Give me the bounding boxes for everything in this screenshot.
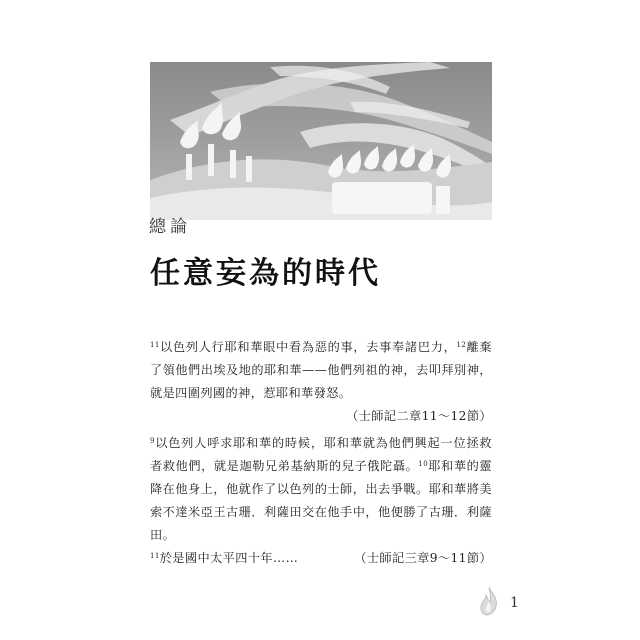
verse-number: 11 — [150, 552, 160, 560]
scripture-reference: （士師記三章9～11節） — [354, 551, 492, 565]
verse-number: 10 — [418, 460, 429, 468]
chapter-illustration — [150, 62, 492, 220]
passage-text: 於是國中太平四十年…… — [159, 551, 299, 565]
passage-text: 以色列人呼求耶和華的時候，耶和華就為他們興起一位拯救者救他們，就是迦勒兄弟基納斯的兒子俄陀聶。 — [150, 436, 492, 473]
scripture-passage-1 — [150, 336, 492, 428]
page-number: 1 — [510, 595, 519, 611]
passage-text: 離棄了領他們出埃及地的耶和華——他們列祖的神，去叩拜別神，就是四圍列國的神，惹耶和華發怒。 — [150, 340, 492, 400]
verse-number: 11 — [150, 341, 160, 349]
passage-text: 以色列人行耶和華眼中看為惡的事，去事奉諸巴力， — [159, 340, 457, 354]
scripture-passage-2 — [150, 432, 492, 570]
passage-text: 耶和華的靈降在他身上，他就作了以色列的士師，出去爭戰。耶和華將美索不達米亞王古珊．利薩田交在他手中，他便勝了古珊．利薩田。 — [150, 459, 493, 542]
verse-number: 12 — [456, 341, 467, 349]
verse-number: 9 — [150, 437, 155, 445]
scripture-reference: （士師記二章11～12節） — [346, 409, 492, 423]
chapter-kicker: 總論 — [149, 217, 191, 237]
flame-icon — [478, 586, 500, 616]
chapter-title: 任意妄為的時代 — [150, 256, 381, 291]
